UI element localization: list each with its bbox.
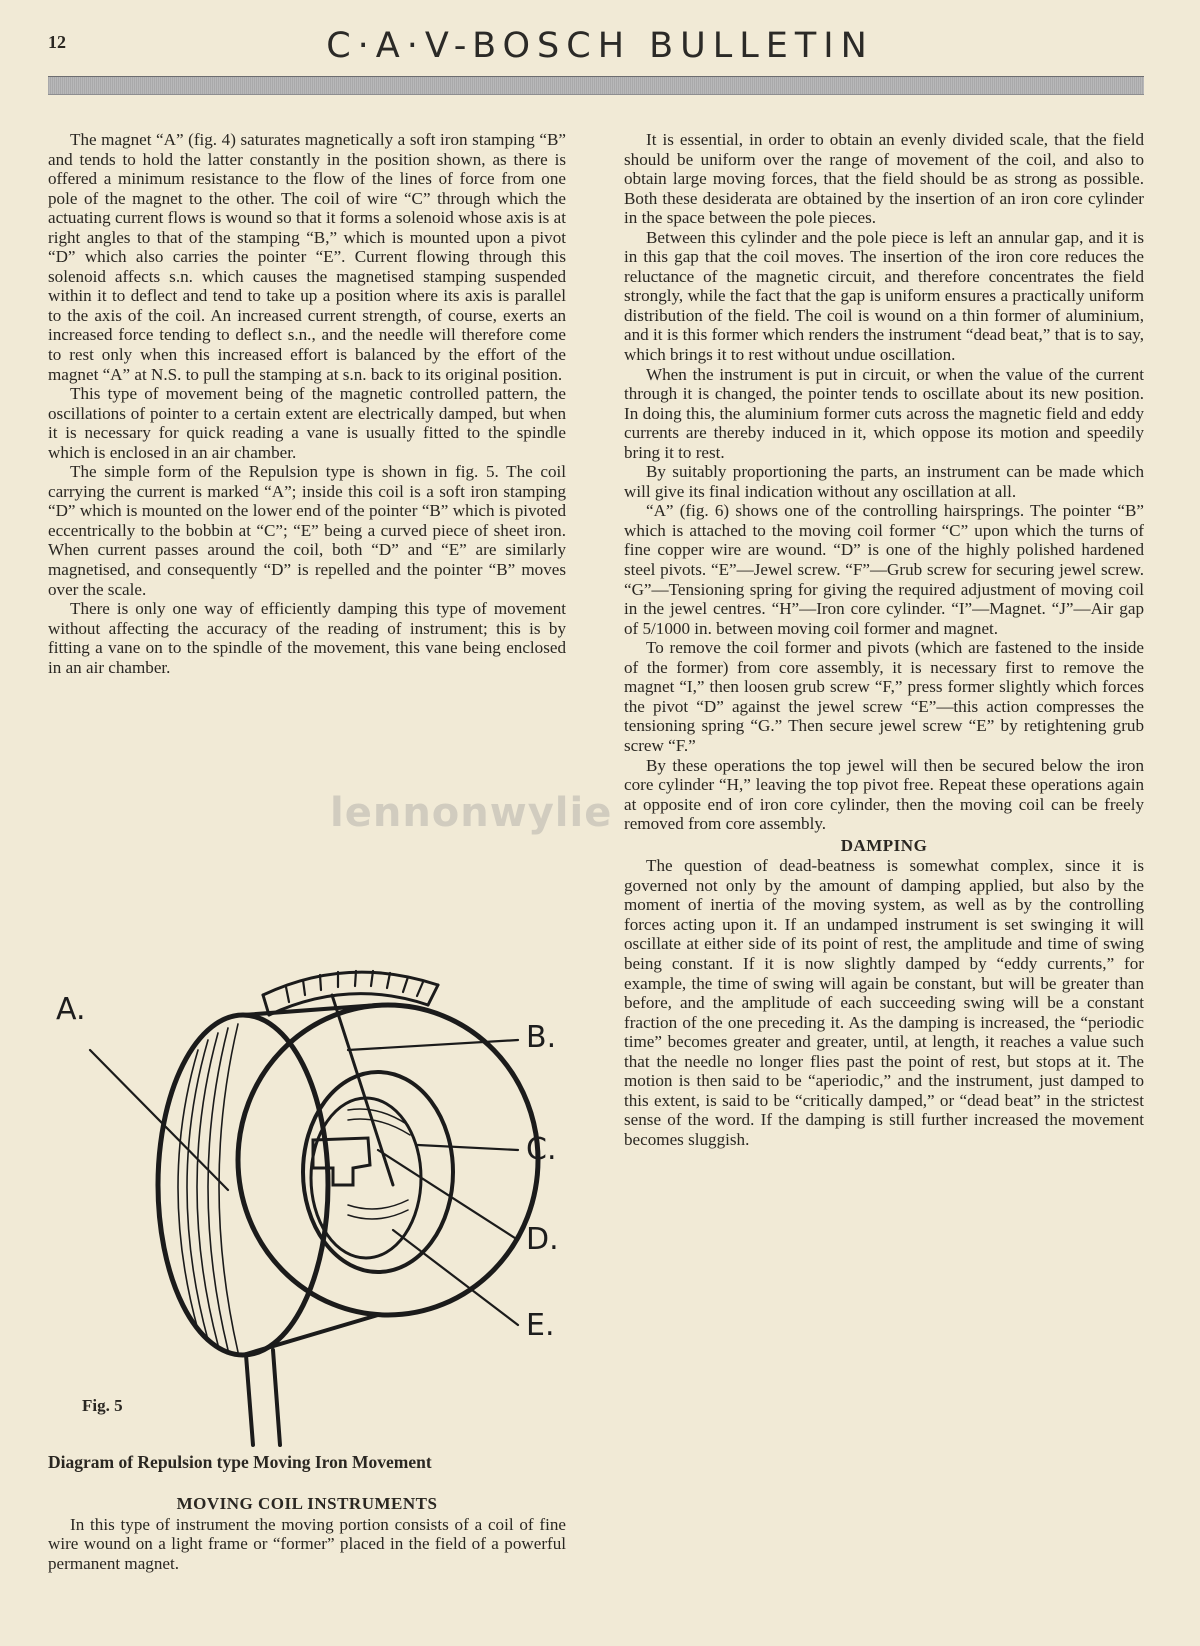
header-rule — [48, 76, 1144, 95]
paragraph: By suitably proportioning the parts, an instrument can be made which will give its final indication without any oscillation at all. — [624, 462, 1144, 501]
page-number: 12 — [48, 32, 66, 52]
paragraph: This type of movement being of the magnetic controlled pattern, the oscillations of pointer to a certain extent are electrically damped, but when it is necessary for quick reading a vane is usually fitted to the spindle which is enclosed in an air chamber. — [48, 384, 566, 462]
callout-e: E. — [526, 1308, 555, 1343]
paragraph: To remove the coil former and pivots (which are fastened to the inside of the former) from core assembly, it is necessary first to remove the magnet “I,” then loosen grub screw “F,” press former slightly which forces the pivot “D” against the jewel screw “E”—this action compresses the tensioning spring “G.” Then secure jewel screw “E” by retightening grub screw “F.” — [624, 638, 1144, 755]
moving-coil-section — [48, 1492, 566, 1573]
watermark: lennonwylie — [330, 790, 613, 836]
paragraph: When the instrument is put in circuit, or when the value of the current through it is changed, the pointer tends to oscillate about its new position. In doing this, the aluminium former cuts across the magnetic field and eddy currents are thereby induced in it, which oppose its motion and speedily bring it to rest. — [624, 364, 1144, 462]
bulletin-title: C·A·V-BOSCH BULLETIN — [326, 26, 874, 66]
callout-a: A. — [56, 992, 86, 1027]
left-column — [48, 130, 566, 677]
paragraph: The magnet “A” (fig. 4) saturates magnetically a soft iron stamping “B” and tends to hold the latter constantly in the position shown, as there is offered a minimum resistance to the flow of the lines of force from one pole of the magnet to the other. The coil of wire “C” through which the actuating current flows is wound so that it forms a solenoid whose axis is at right angles to that of the stamping “B,” which is mounted upon a pivot “D” which also carries the pointer “E”. Current flowing through this solenoid affects s.n. which causes the magnetised stamping suspended within it to deflect and tend to take up a position where its axis is parallel to the axis of the coil. An increased current strength, of course, exerts an increased force tending to deflect s.n., and the needle will therefore come to rest only when this increased effort is balanced by the effort of the magnet “A” at N.S. to pull the stamping at s.n. back to its original position. — [48, 130, 566, 384]
section-heading: MOVING COIL INSTRUMENTS — [176, 1494, 438, 1513]
callout-b: B. — [526, 1020, 557, 1055]
paragraph: By these operations the top jewel will then be secured below the iron core cylinder “H,” leaving the top pivot free. Repeat these operations again at opposite end of iron core cylinder, then the moving coil can be freely removed from core assembly. — [624, 755, 1144, 834]
paragraph: In this type of instrument the moving portion consists of a coil of fine wire wound on a light frame or “former” placed in the field of a powerful permanent magnet. — [48, 1514, 566, 1573]
paragraph: It is essential, in order to obtain an evenly divided scale, that the field should be uniform over the range of movement of the coil, and also to obtain large moving forces, that the field should be as strong as possible. Both these desiderata are obtained by the insertion of an iron core cylinder in the space between the pole pieces. — [624, 130, 1144, 228]
callout-c: C. — [526, 1132, 557, 1167]
paragraph: Between this cylinder and the pole piece is left an annular gap, and it is in this gap that the coil moves. The insertion of the iron core reduces the reluctance of the magnetic circuit, and therefore concentrates the field strongly, while the fact that the gap is uniform ensures a practically uniform distribution of the field. The coil is wound on a thin former of aluminium, and it is this former which renders the instrument “dead beat,” that is to say, which brings it to rest without undue oscillation. — [624, 227, 1144, 365]
right-column — [624, 130, 1144, 1149]
figure-repulsion-diagram — [48, 940, 568, 1460]
paragraph: The simple form of the Repulsion type is shown in fig. 5. The coil carrying the current is marked “A”; inside this coil is a soft iron stamping “D” which is mounted on the lower end of the pointer “B” which is pivoted eccentrically to the bobbin at “C”; “E” being a curved piece of sheet iron. When current passes around the coil, both “D” and “E” are similarly magnetised, and consequently “D” is repelled and the pointer “B” moves over the scale. — [48, 462, 566, 599]
section-heading: DAMPING — [840, 835, 928, 855]
figure-caption: Diagram of Repulsion type Moving Iron Movement — [48, 1452, 432, 1472]
paragraph: The question of dead-beatness is somewhat complex, since it is governed not only by the amount of damping applied, but also by the moment of inertia of the moving system, as well as by the controlling forces acting upon it. If an undamped instrument is set swinging it will oscillate at either side of its point of rest, the amplitude and time of swing being constant. If it is now slightly damped by “eddy currents,” for example, the time of swing will again be constant, but will be greater than before, and the amplitude of each succeeding swing will be a constant fraction of the one preceding it. As the damping is increased, the “periodic time” becomes greater and greater, until, at length, it reaches a value such that the needle no longer flies past the point of rest, but stops at it. The motion is then said to be “aperiodic,” and the instrument, just damped to this extent, is said to be “critically damped,” or “dead beat” in the strictest sense of the word. If the damping is still further increased the movement becomes sluggish. — [624, 856, 1144, 1149]
paragraph: There is only one way of efficiently damping this type of movement without affecting the accuracy of the reading of instrument; this is by fitting a vane on to the spindle of the movement, this vane being enclosed in an air chamber. — [48, 599, 566, 677]
coil-diagram — [48, 940, 568, 1460]
callout-d: D. — [526, 1222, 559, 1257]
figure-label: Fig. 5 — [82, 1396, 123, 1415]
paragraph: “A” (fig. 6) shows one of the controlling hairsprings. The pointer “B” which is attached to the moving coil former “C” upon which the turns of fine copper wire are wound. “D” is one of the highly polished hardened steel pivots. “E”—Jewel screw. “F”—Grub screw for securing jewel screw. “G”—Tensioning spring for giving the required adjustment of moving coil in the jewel centres. “H”—Iron core cylinder. “I”—Magnet. “J”—Air gap of 5/1000 in. between moving coil former and magnet. — [624, 501, 1144, 638]
